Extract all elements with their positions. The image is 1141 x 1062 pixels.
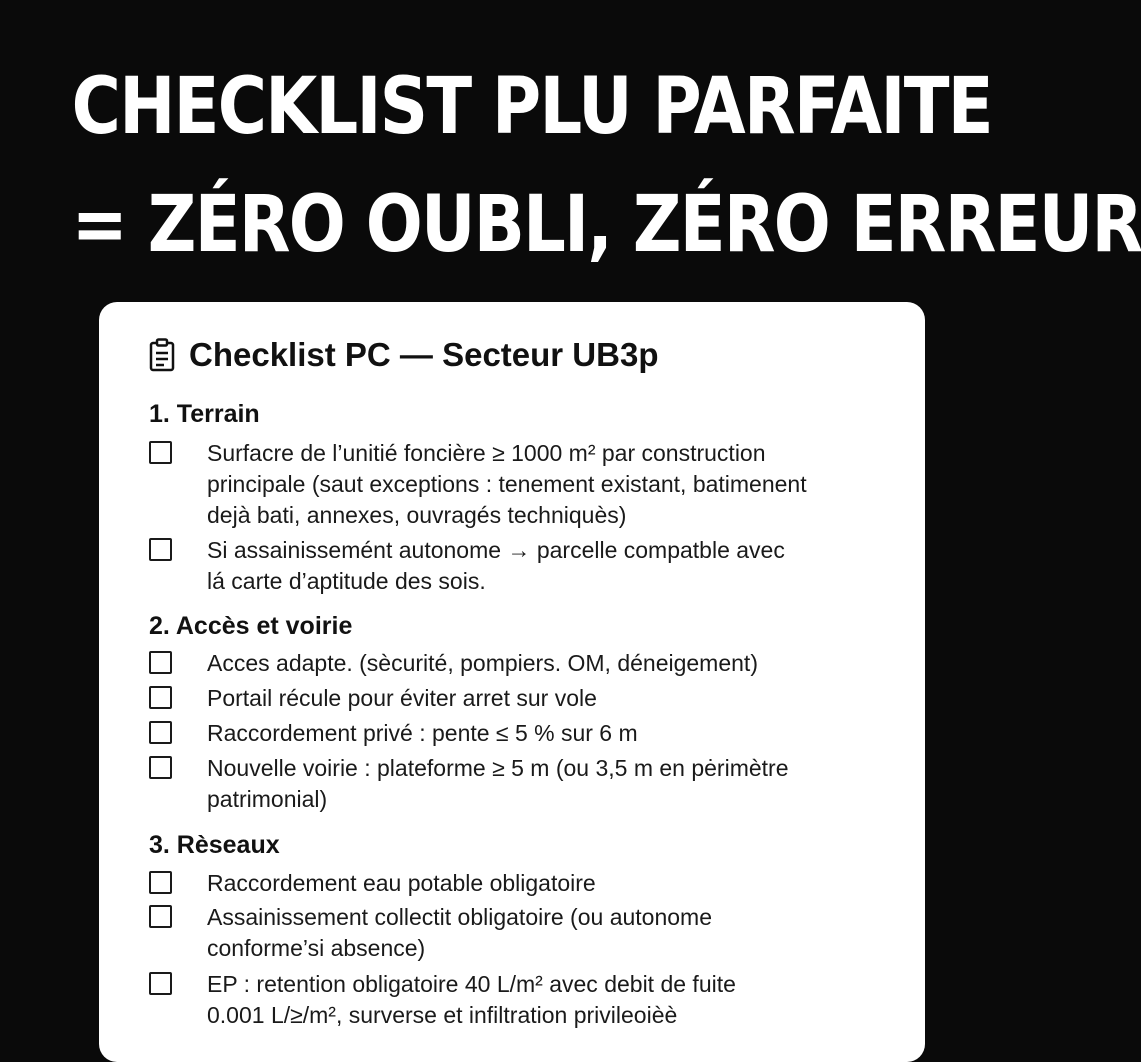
card-title [149, 336, 658, 374]
checklist-item[interactable] [149, 648, 885, 679]
clipboard-icon [149, 338, 175, 372]
headline-line-2: = ZÉRO OUBLI, ZÉRO ERREUR [71, 180, 1141, 270]
checkbox[interactable] [149, 871, 172, 894]
checklist-item-text: Raccordement eau potable obligatoire [207, 870, 596, 896]
checklist-item-text: Surfacre de l’unitié foncière ≥ 1000 m² par construction principale (saut exceptions : tenement existant, batimenent dejà bati, annexes, ouvragés techniquès) [207, 440, 807, 528]
section-title-reseaux: 3. Rèseaux [149, 831, 280, 859]
card-title-text: Checklist PC — Secteur UB3p [189, 336, 659, 373]
checkbox[interactable] [149, 441, 172, 464]
checklist-card [99, 302, 925, 1062]
checkbox[interactable] [149, 686, 172, 709]
checklist-item-text: Assainissement collectit obligatoire (ou autonome conforme’si absence) [207, 904, 712, 961]
checklist-item-text: Nouvelle voirie : plateforme ≥ 5 m (ou 3,5 m en pėrimètre patrimonial) [207, 755, 789, 812]
checklist-item-text: Si assainissemént autonome → parcelle compatble avec lá carte d’aptitude des sois. [207, 537, 785, 594]
checkbox[interactable] [149, 756, 172, 779]
checklist-item-text: Portail récule pour éviter arret sur vole [207, 685, 597, 711]
checklist-item-text: Raccordement privé : pente ≤ 5 % sur 6 m [207, 720, 638, 746]
checkbox[interactable] [149, 905, 172, 928]
checklist-item[interactable] [149, 969, 885, 1031]
checkbox[interactable] [149, 972, 172, 995]
checklist-item[interactable] [149, 683, 885, 714]
headline [71, 48, 1141, 284]
checkbox[interactable] [149, 538, 172, 561]
checklist-item[interactable] [149, 535, 885, 597]
checklist-item[interactable] [149, 718, 885, 749]
checklist-item-text: Acces adapte. (sècurité, pompiers. OM, déneigement) [207, 650, 758, 676]
section-title-acces-voirie: 2. Accès et voirie [149, 612, 353, 640]
checklist-item[interactable] [149, 753, 885, 815]
checklist-item[interactable] [149, 902, 885, 964]
section-title-terrain: 1. Terrain [149, 400, 260, 428]
checklist-item[interactable] [149, 868, 885, 899]
checklist-item[interactable] [149, 438, 885, 531]
checkbox[interactable] [149, 651, 172, 674]
checklist-item-text: EP : retention obligatoire 40 L/m² avec debit de fuite 0.001 L/≥/m², surverse et infiltration privileoièè [207, 971, 736, 1028]
checkbox[interactable] [149, 721, 172, 744]
headline-line-1: CHECKLIST PLU PARFAITE [71, 62, 992, 152]
